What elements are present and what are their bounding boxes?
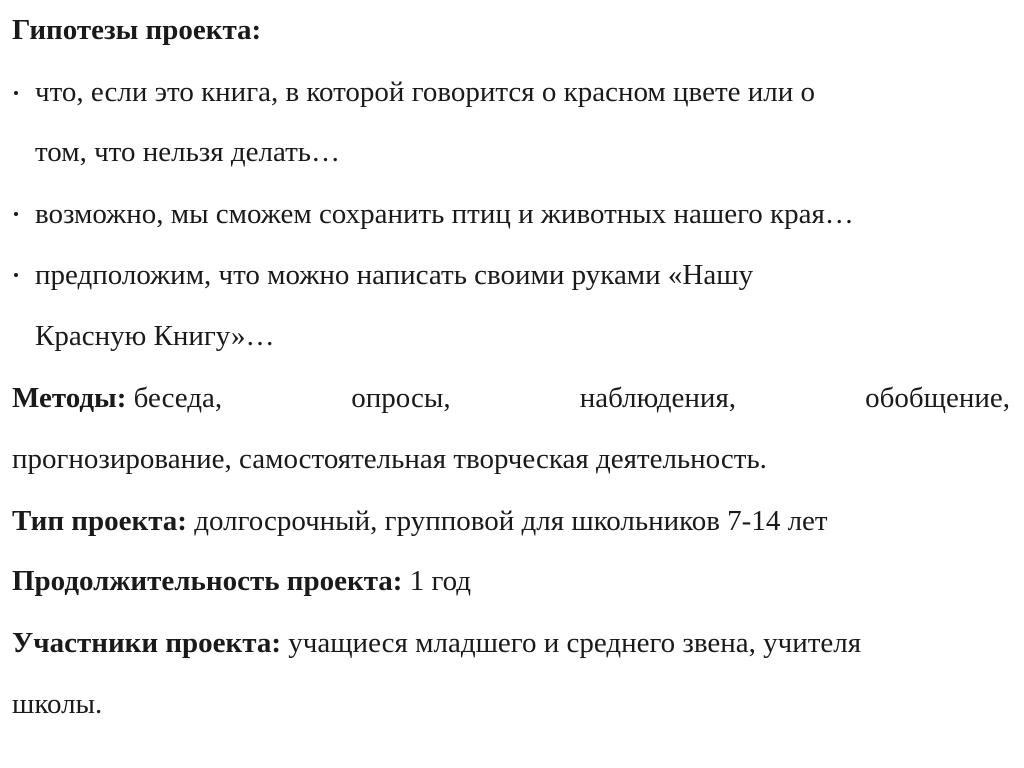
bullet-icon [14, 212, 18, 216]
bullet-icon [14, 273, 18, 277]
methods-word-4: обобщение, [865, 382, 1010, 414]
hypothesis-3-line-2: Красную Книгу»… [35, 320, 275, 352]
methods-first-group [12, 382, 222, 415]
hypothesis-1-line-2: том, что нельзя делать… [35, 136, 340, 168]
methods-word-1: беседа, [133, 382, 223, 414]
project-participants-label: Участники проекта: [12, 627, 282, 659]
hypotheses-heading: Гипотезы проекта: [12, 14, 262, 46]
bullet-icon [14, 91, 18, 95]
methods-line-2: прогнозирование, самостоятельная творческая деятельность. [12, 443, 767, 475]
hypothesis-1-line-1: что, если это книга, в которой говорится о красном цвете или о [35, 76, 815, 108]
methods-label: Методы: [12, 382, 127, 414]
hypothesis-3-line-1: предположим, что можно написать своими руками «Нашу [35, 259, 754, 291]
methods-word-3: наблюдения, [579, 382, 737, 414]
project-participants-value: учащиеся младшего и среднего звена, учителя [281, 627, 862, 659]
project-participants-line-2: школы. [12, 688, 103, 720]
project-participants [12, 627, 861, 660]
project-duration [12, 565, 471, 598]
project-duration-value: 1 год [402, 565, 472, 597]
hypothesis-2-line-1: возможно, мы сможем сохранить птиц и животных нашего края… [35, 198, 854, 230]
methods-line-1 [12, 382, 1010, 415]
methods-word-2: опросы, [351, 382, 451, 414]
project-type [12, 505, 828, 538]
project-type-label: Тип проекта: [12, 505, 187, 537]
project-type-value: долгосрочный, групповой для школьников 7-14 лет [186, 505, 828, 537]
project-duration-label: Продолжительность проекта: [12, 565, 403, 597]
